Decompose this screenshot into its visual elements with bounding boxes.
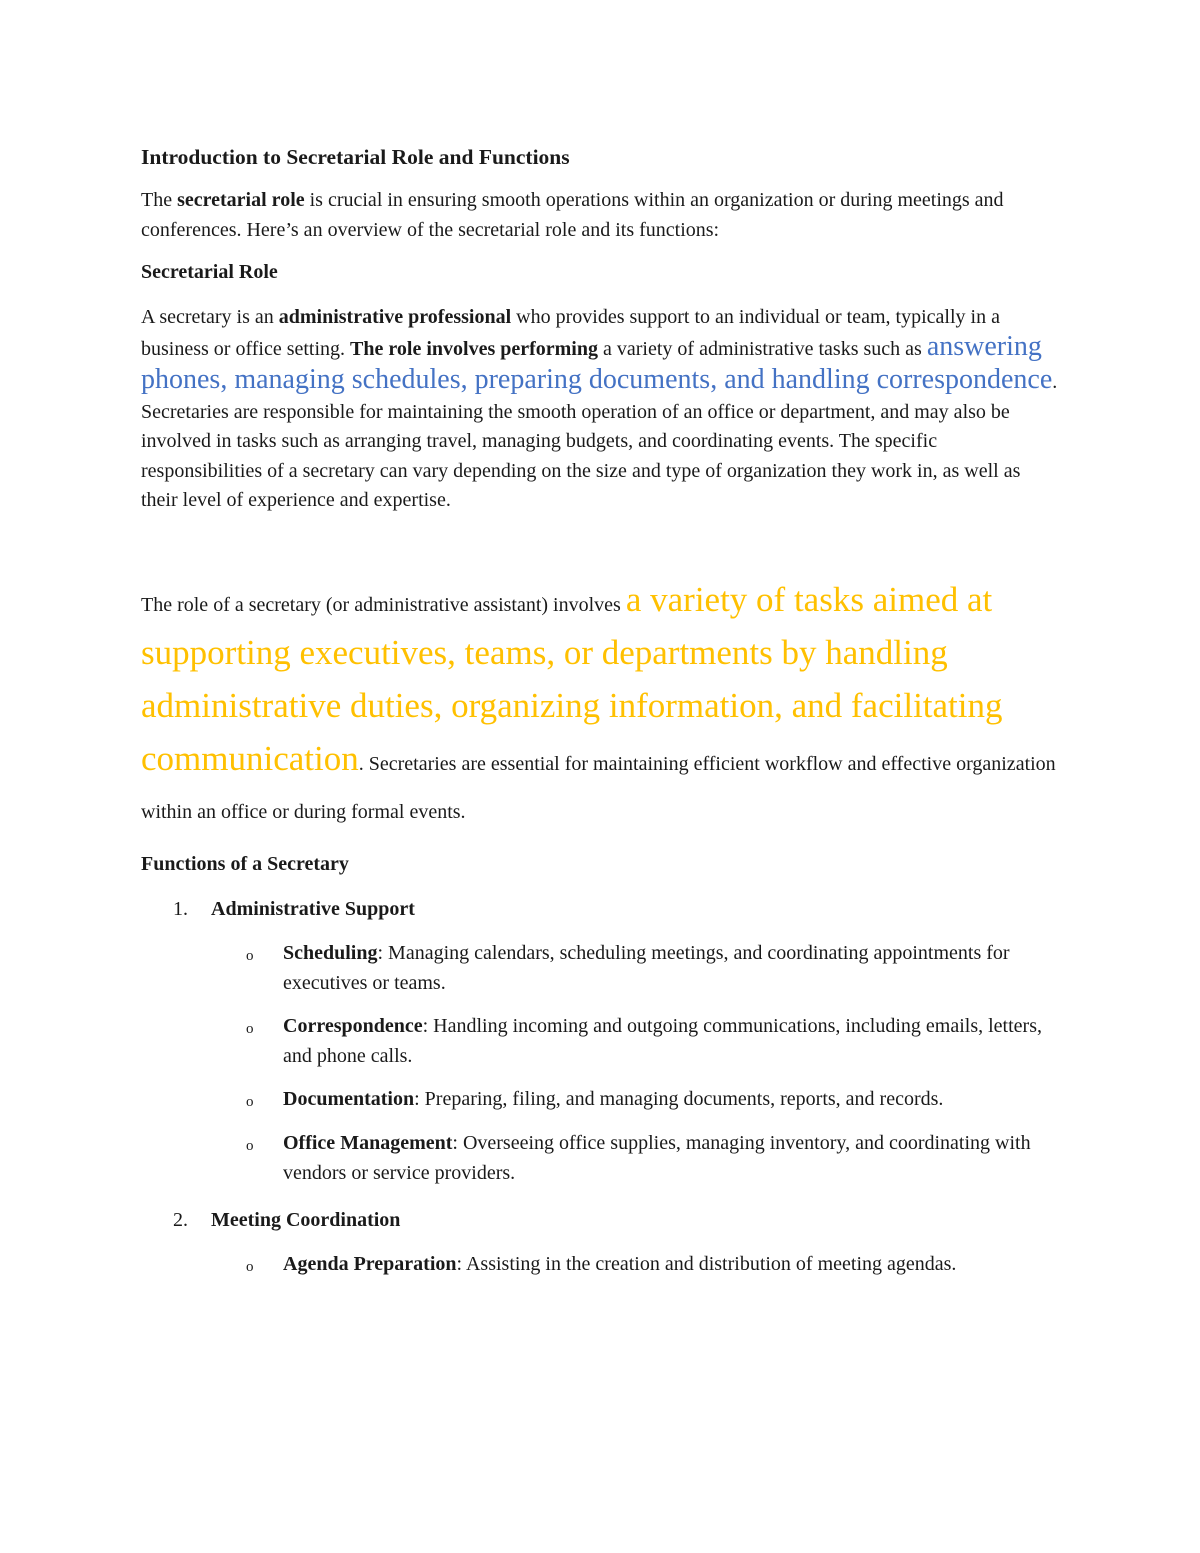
- heading-functions: Functions of a Secretary: [141, 852, 349, 875]
- sub-list-item: [141, 1129, 1061, 1188]
- para1-bold-administrative-professional: administrative professional: [278, 305, 512, 328]
- sub-item-desc: : Preparing, filing, and managing documents, reports, and records.: [414, 1088, 944, 1111]
- document-body: [141, 140, 1061, 1280]
- function-item: [141, 893, 1061, 1188]
- bullet-icon: o: [246, 1137, 254, 1154]
- function-number: 2.: [173, 1209, 188, 1232]
- sub-item-term: Agenda Preparation: [283, 1253, 457, 1276]
- para2-text-2: . Secretaries are essential for maintaining efficient workflow and effective organization within an office or during formal events.: [141, 752, 1056, 823]
- functions-list: [141, 893, 1061, 1280]
- sub-item-term: Correspondence: [283, 1015, 423, 1038]
- sub-item-term: Scheduling: [283, 941, 378, 964]
- function-item: [141, 1204, 1061, 1280]
- function-sub-list: [141, 939, 1061, 1188]
- sub-list-item: [141, 939, 1061, 998]
- para1-text-1: A secretary is an: [141, 305, 279, 328]
- intro-bold-secretarial-role: secretarial role: [177, 189, 305, 211]
- function-title: Administrative Support: [211, 897, 415, 920]
- intro-text-2: is crucial in ensuring smooth operations within an organization or during meetings and conferences. Here’s an overview of the secretarial role and its functions:: [141, 189, 1004, 241]
- intro-text-1: The: [141, 189, 178, 211]
- sub-item-term: Office Management: [283, 1131, 453, 1154]
- sub-item-desc: : Managing calendars, scheduling meetings, and coordinating appointments for executives or teams.: [283, 941, 1010, 994]
- bullet-icon: o: [246, 1021, 254, 1038]
- para1-text-3: a variety of administrative tasks such as: [598, 338, 927, 361]
- para1-highlight-blue: answering phones, managing schedules, preparing documents, and handling correspondence: [141, 331, 1053, 395]
- heading-secretarial-role: Secretarial Role: [141, 261, 278, 284]
- function-title: Meeting Coordination: [211, 1209, 401, 1232]
- sub-item-desc: : Assisting in the creation and distribution of meeting agendas.: [456, 1253, 957, 1276]
- bullet-icon: o: [246, 1094, 254, 1111]
- sub-list-item: [141, 1250, 1061, 1280]
- document-title: Introduction to Secretarial Role and Functions: [141, 145, 570, 169]
- function-sub-list: [141, 1250, 1061, 1280]
- sub-list-item: [141, 1085, 1061, 1115]
- para1-text-2: who provides support to an individual or team, typically in a business or office setting.: [141, 305, 1000, 361]
- secretarial-role-paragraph: [141, 303, 1061, 516]
- sub-item-desc: : Handling incoming and outgoing communications, including emails, letters, and phone calls.: [283, 1015, 1042, 1067]
- role-of-secretary-paragraph: [141, 576, 1061, 836]
- sub-item-term: Documentation: [283, 1088, 415, 1111]
- intro-paragraph: [141, 186, 1061, 245]
- bullet-icon: o: [246, 1259, 254, 1276]
- sub-item-desc: : Overseeing office supplies, managing inventory, and coordinating with vendors or service providers.: [283, 1131, 1031, 1184]
- function-number: 1.: [173, 897, 188, 920]
- bullet-icon: o: [246, 947, 254, 964]
- para2-highlight-orange: a variety of tasks aimed at supporting executives, teams, or departments by handling administrative duties, organizing information, and facilitating communication: [141, 579, 1003, 778]
- para1-text-4: . Secretaries are responsible for maintaining the smooth operation of an office or department, and may also be involved in tasks such as arranging travel, managing budgets, and coordinating events. The specific responsibilities of a secretary can vary depending on the size and type of organization they work in, as well as their level of experience and expertise.: [141, 370, 1058, 512]
- sub-list-item: [141, 1012, 1061, 1071]
- para2-text-1: The role of a secretary (or administrative assistant) involves: [141, 593, 626, 616]
- para1-bold-role-involves: The role involves performing: [350, 338, 598, 361]
